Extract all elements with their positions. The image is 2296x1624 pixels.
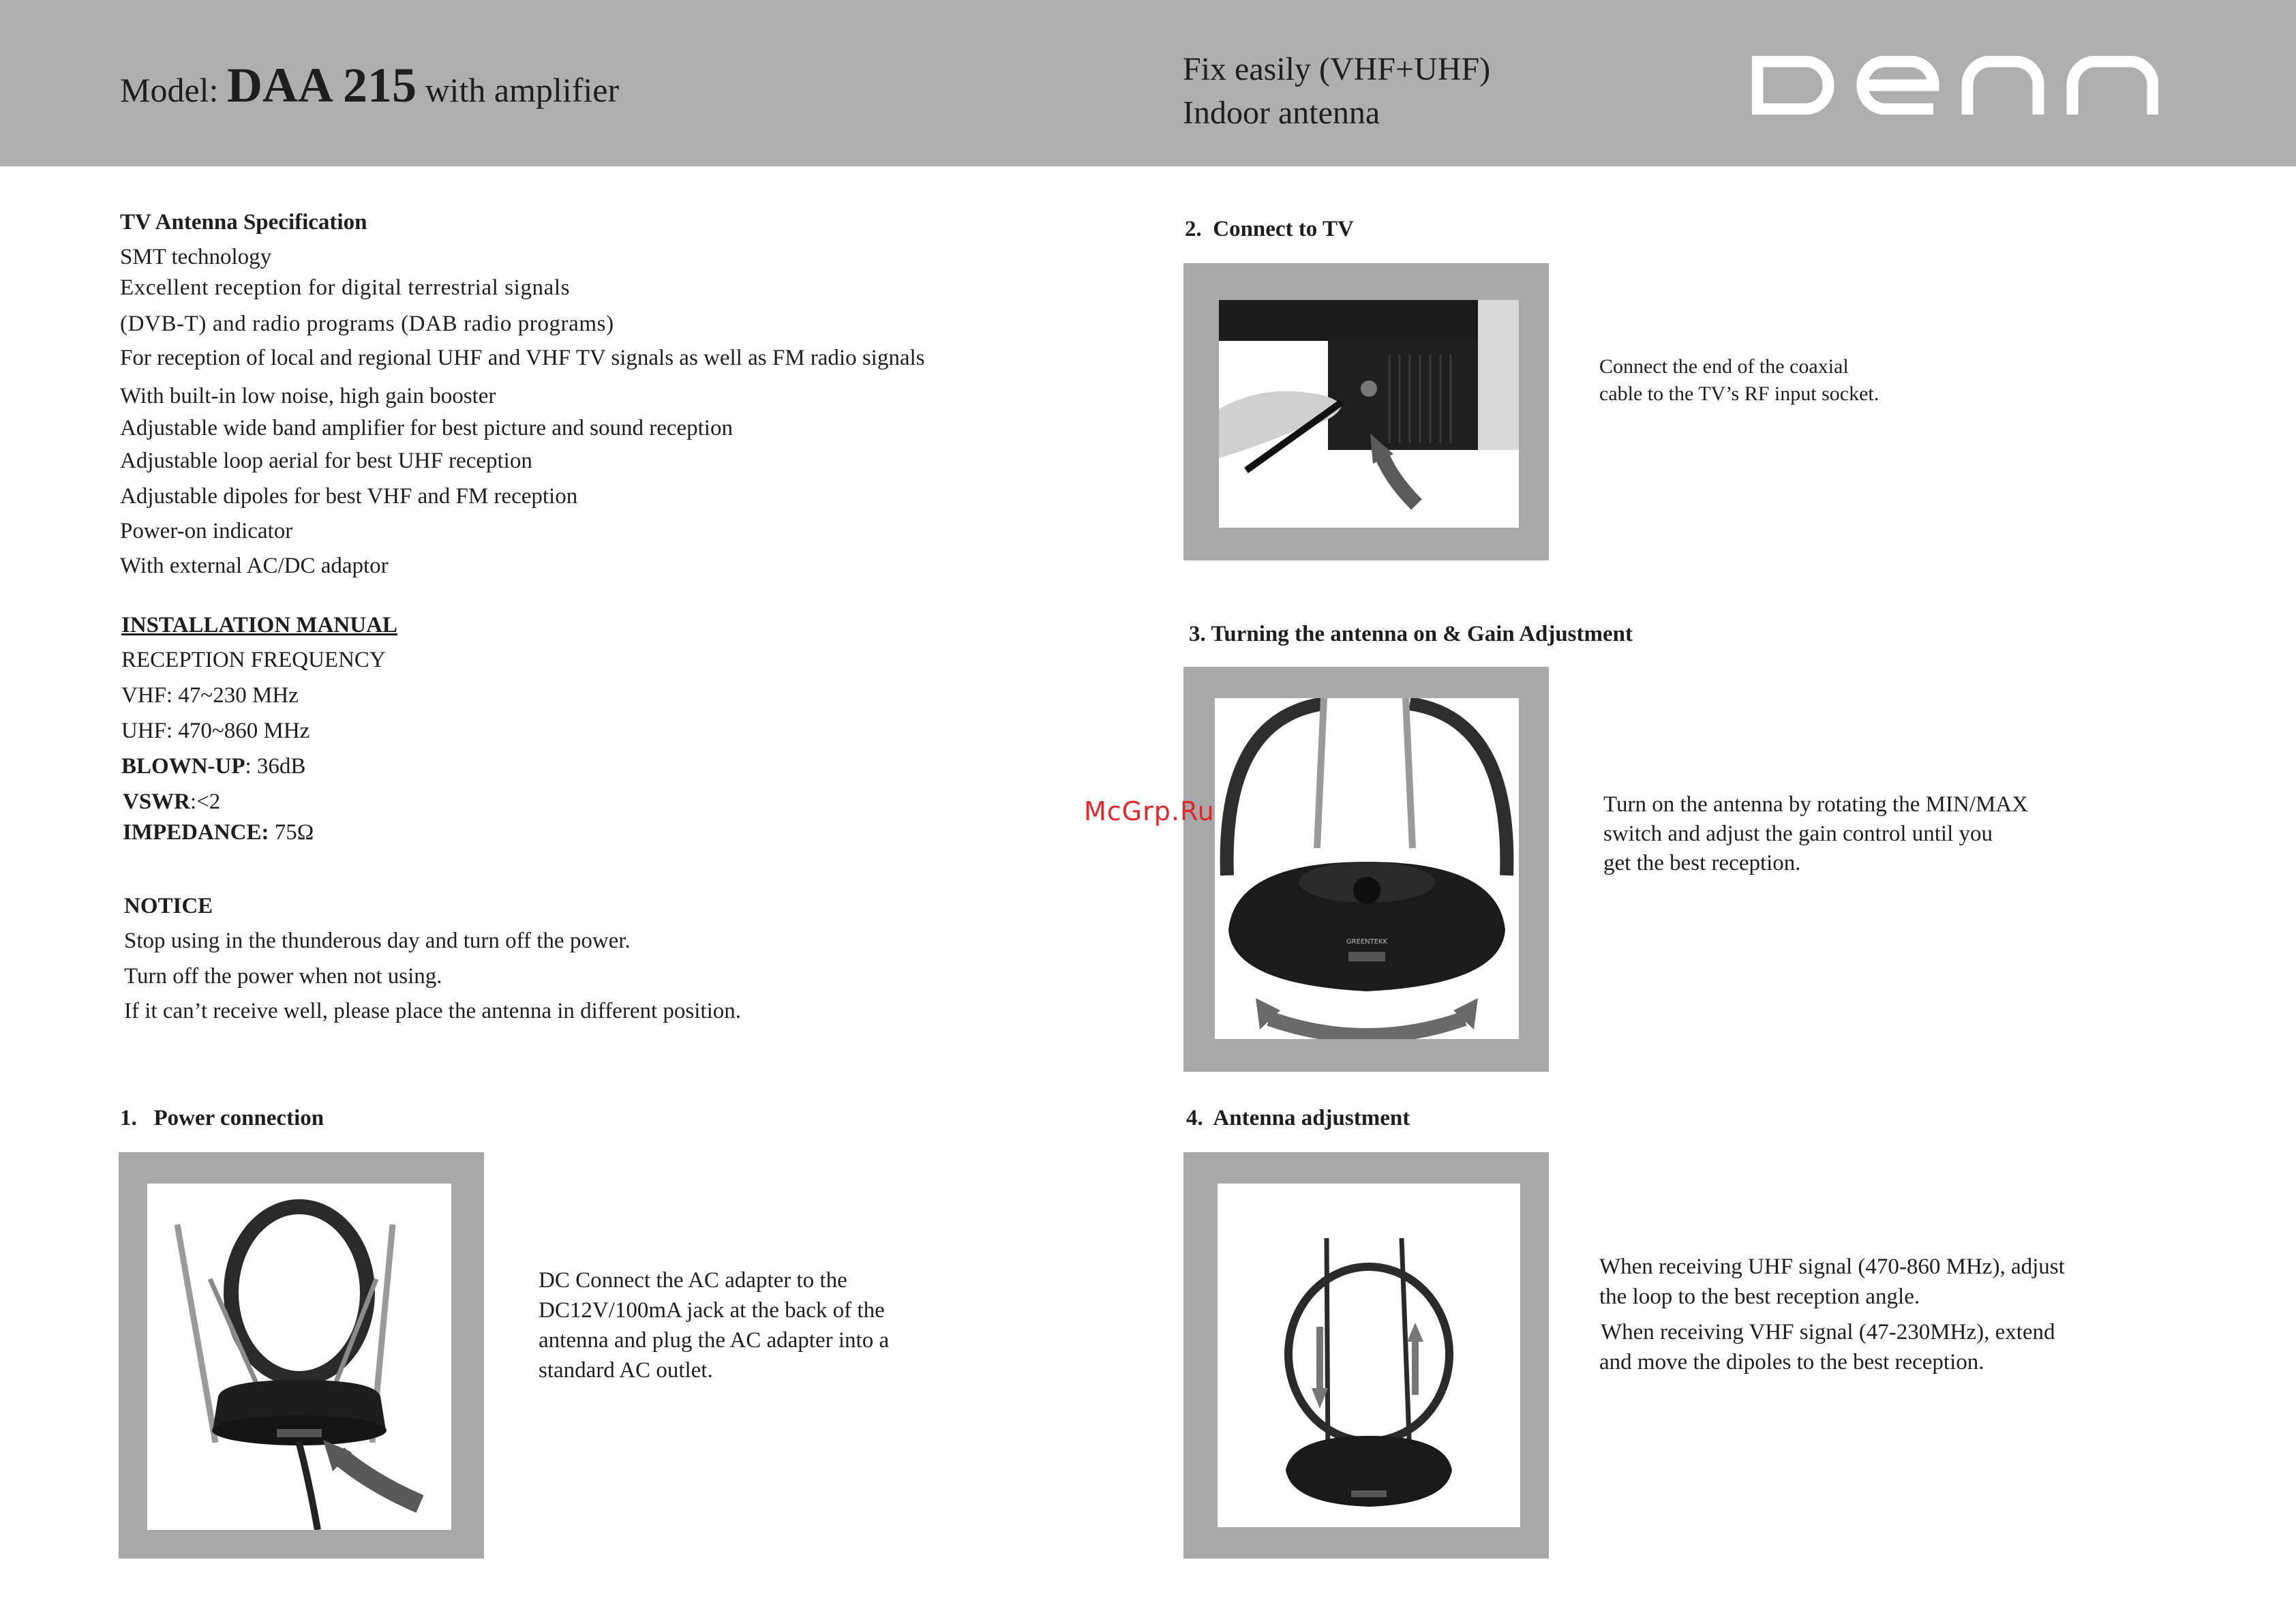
blown-up: BLOWN-UP: 36dB — [121, 754, 306, 779]
tagline: Fix easily (VHF+UHF) Indoor antenna — [1183, 51, 1491, 131]
reception-frequency: RECEPTION FREQUENCY — [121, 648, 386, 672]
step-3-line: Turn on the antenna by rotating the MIN/MAX — [1603, 792, 2028, 817]
step-4-photo-frame — [1183, 1152, 1549, 1559]
antenna-power-photo — [147, 1184, 451, 1530]
antenna-gain-photo — [1215, 698, 1519, 1039]
step-4-line: and move the dipoles to the best reception. — [1599, 1350, 1984, 1374]
spec-line: Adjustable dipoles for best VHF and FM reception — [120, 484, 578, 509]
step-1-line: DC12V/100mA jack at the back of the — [539, 1298, 885, 1323]
uhf-range: UHF: 470~860 MHz — [121, 719, 310, 743]
step-1-line: standard AC outlet. — [539, 1358, 713, 1383]
step-3-line: get the best reception. — [1603, 851, 1801, 875]
watermark: McGrp.Ru — [1084, 796, 1215, 826]
step-3-photo-frame — [1183, 667, 1549, 1072]
step-3-title: 3. Turning the antenna on & Gain Adjustment — [1189, 622, 1633, 646]
spec-line: With external AC/DC adaptor — [120, 554, 389, 578]
step-2-title: 2. Connect to TV — [1185, 217, 1354, 241]
spec-title: TV Antenna Specification — [120, 210, 367, 235]
step-2-photo-frame — [1183, 263, 1549, 560]
step-2-line: Connect the end of the coaxial — [1599, 355, 1849, 378]
spec-line: For reception of local and regional UHF and VHF TV signals as well as FM radio signals — [120, 346, 925, 370]
spec-line: Adjustable loop aerial for best UHF reception — [120, 449, 532, 473]
step-3-line: switch and adjust the gain control until you — [1603, 822, 1993, 846]
step-1-title: 1. Power connection — [120, 1106, 324, 1130]
antenna-adjust-photo — [1218, 1184, 1520, 1527]
step-4-title: 4. Antenna adjustment — [1186, 1106, 1410, 1130]
step-2-line: cable to the TV’s RF input socket. — [1599, 382, 1879, 405]
install-title: INSTALLATION MANUAL — [121, 613, 397, 637]
spec-line: (DVB-T) and radio programs (DAB radio programs) — [120, 312, 614, 336]
model-name: DAA 215 — [226, 58, 417, 112]
vhf-range: VHF: 47~230 MHz — [121, 683, 299, 708]
step-1-line: DC Connect the AC adapter to the — [539, 1268, 847, 1293]
step-4-line: When receiving UHF signal (470-860 MHz), adjust — [1599, 1254, 2065, 1279]
spec-line: With built-in low noise, high gain booster — [120, 384, 496, 408]
notice-line: Stop using in the thunderous day and turn off the power. — [124, 929, 631, 953]
svg-text:GREENTEKK: GREENTEKK — [1346, 938, 1388, 946]
step-1-photo-frame — [119, 1152, 484, 1559]
notice-line: Turn off the power when not using. — [124, 964, 442, 989]
vswr: VSWR:<2 — [123, 790, 221, 814]
spec-line: Excellent reception for digital terrestrial signals — [120, 275, 571, 300]
brand-logo — [1752, 56, 2158, 115]
model-title: Model: DAA 215 with amplifier — [120, 58, 620, 112]
spec-line: SMT technology — [120, 245, 272, 269]
step-4-line: the loop to the best reception angle. — [1599, 1284, 1920, 1309]
tv-connection-photo — [1219, 300, 1519, 528]
notice-line: If it can’t receive well, please place the antenna in different position. — [124, 999, 741, 1023]
impedance: IMPEDANCE: 75Ω — [123, 820, 314, 845]
spec-line: Power-on indicator — [120, 519, 293, 543]
spec-line: Adjustable wide band amplifier for best picture and sound reception — [120, 416, 733, 440]
step-4-line: When receiving VHF signal (47-230MHz), extend — [1601, 1320, 2055, 1344]
notice-title: NOTICE — [124, 894, 213, 918]
step-1-line: antenna and plug the AC adapter into a — [539, 1328, 890, 1353]
